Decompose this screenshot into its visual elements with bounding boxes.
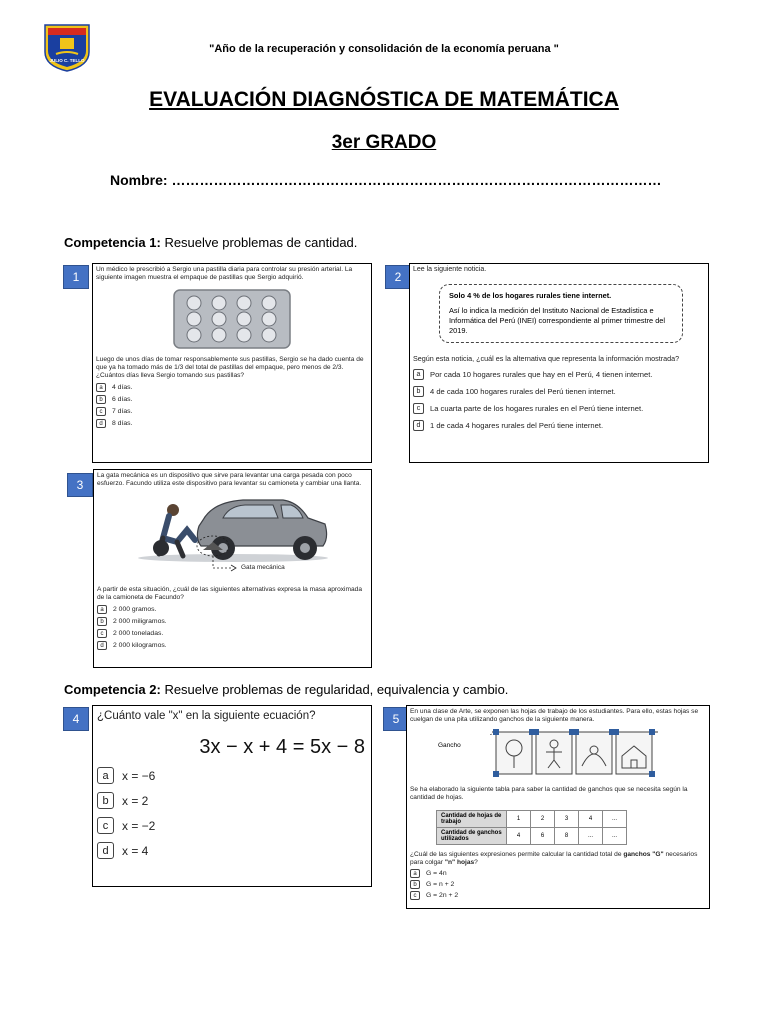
question-4-card bbox=[92, 705, 372, 887]
question-2-options bbox=[413, 369, 705, 431]
question-2-card bbox=[409, 263, 709, 463]
question-2-number: 2 bbox=[385, 265, 411, 289]
question-3-option-d[interactable]: d 2 000 kilogramos. bbox=[97, 641, 368, 650]
logo-text: JULIO C. TELLO bbox=[49, 58, 85, 63]
question-5-option-a[interactable]: a G = 4n bbox=[410, 869, 706, 878]
question-2-option-d[interactable]: d 1 de cada 4 hogares rurales del Perú tiene internet. bbox=[413, 420, 705, 431]
question-5-option-b[interactable]: b G = n + 2 bbox=[410, 880, 706, 889]
question-2-text: Según esta noticia, ¿cuál es la alternativa que representa la información mostrada? bbox=[413, 354, 680, 363]
grade-title: 3er GRADO bbox=[331, 132, 437, 153]
question-1-option-a[interactable]: a 4 días. bbox=[96, 383, 368, 392]
news-title: Solo 4 % de los hogares rurales tiene internet. bbox=[449, 291, 612, 300]
question-3-intro: La gata mecánica es un dispositivo que sirve para levantar una carga pesada con poco esfuerzo. Facundo utiliza este dispositivo para levantar su camioneta y cambiar una llanta. bbox=[97, 472, 362, 487]
hooks-table bbox=[436, 810, 627, 845]
competencia-2-text: Resuelve problemas de regularidad, equivalencia y cambio. bbox=[164, 682, 509, 697]
question-5-text: ¿Cuál de las siguientes expresiones permite calcular la cantidad total de ganchos "G" necesarios para colgar "n" hojas? bbox=[410, 851, 698, 866]
question-1-option-b[interactable]: b 6 días. bbox=[96, 395, 368, 404]
question-5-options bbox=[410, 869, 706, 900]
name-field[interactable]: Nombre: …………………………………………………………………………………………… bbox=[110, 172, 662, 188]
question-1-intro: Un médico le prescribió a Sergio una pastilla diaria para controlar su presión arterial. La siguiente imagen muestra el empaque de pastillas que Sergio adquirió. bbox=[96, 266, 353, 281]
competencia-1-text: Resuelve problemas de cantidad. bbox=[164, 235, 358, 250]
car-jack-label: Gata mecánica bbox=[241, 564, 285, 571]
table-row: Cantidad de hojas de trabajo 1 2 3 4 ... bbox=[437, 811, 627, 828]
question-2-intro: Lee la siguiente noticia. bbox=[413, 266, 487, 273]
competencia-1-label: Competencia 1: bbox=[64, 235, 161, 250]
hanging-sheets-image bbox=[490, 726, 660, 780]
question-3-number: 3 bbox=[67, 473, 93, 497]
motto: "Año de la recuperación y consolidación de la economía peruana " bbox=[209, 43, 559, 55]
question-4-option-a[interactable]: a x = −6 bbox=[97, 767, 367, 784]
table-row: Cantidad de ganchos utilizados 4 6 8 ... ... bbox=[437, 828, 627, 845]
question-2-option-c[interactable]: c La cuarta parte de los hogares rurales en el Perú tiene internet. bbox=[413, 403, 705, 414]
question-2-option-a[interactable]: a Por cada 10 hogares rurales que hay en el Perú, 4 tienen internet. bbox=[413, 369, 705, 380]
question-1-card bbox=[92, 263, 372, 463]
question-4-number: 4 bbox=[63, 707, 89, 731]
question-1-number: 1 bbox=[63, 265, 89, 289]
hook-label: Gancho bbox=[438, 742, 461, 749]
competencia-2-label: Competencia 2: bbox=[64, 682, 161, 697]
question-5-option-c[interactable]: c G = 2n + 2 bbox=[410, 891, 706, 900]
question-4-text: ¿Cuánto vale "x" en la siguiente ecuación? bbox=[97, 710, 316, 722]
question-4-equation: 3x − x + 4 = 5x − 8 bbox=[199, 736, 365, 758]
question-3-option-b[interactable]: b 2 000 miligramos. bbox=[97, 617, 368, 626]
question-5-number: 5 bbox=[383, 707, 409, 731]
competencia-1-heading bbox=[64, 235, 357, 250]
question-4-options bbox=[97, 767, 367, 859]
question-1-body: Luego de unos días de tomar responsablemente sus pastillas, Sergio se ha dado cuenta de que ya ha tomado más de 1/3 del total de pastillas del empaque, pero menos de 2/3. ¿Cuántos días lleva Sergio tomando sus pastillas? bbox=[96, 356, 364, 379]
question-2-option-b[interactable]: b 4 de cada 100 hogares rurales del Perú tienen internet. bbox=[413, 386, 705, 397]
question-5-table-intro: Se ha elaborado la siguiente tabla para saber la cantidad de ganchos que se necesita según la cantidad de hojas. bbox=[410, 786, 688, 801]
question-4-option-c[interactable]: c x = −2 bbox=[97, 817, 367, 834]
page-title: EVALUACIÓN DIAGNÓSTICA DE MATEMÁTICA bbox=[149, 88, 619, 111]
news-box bbox=[439, 284, 683, 343]
question-3-options bbox=[97, 605, 368, 650]
question-3-option-a[interactable]: a 2 000 gramos. bbox=[97, 605, 368, 614]
question-3-card bbox=[93, 469, 372, 668]
question-4-option-d[interactable]: d x = 4 bbox=[97, 842, 367, 859]
car-jack-image bbox=[133, 490, 333, 578]
question-5-card bbox=[406, 705, 710, 909]
question-3-option-c[interactable]: c 2 000 toneladas. bbox=[97, 629, 368, 638]
question-1-options bbox=[96, 383, 368, 428]
pill-pack-image bbox=[172, 288, 292, 350]
news-body: Así lo indica la medición del Instituto Nacional de Estadística e Informática del Perú (INEI) correspondiente al primer trimestre del 2019. bbox=[449, 306, 666, 335]
question-3-text: A partir de esta situación, ¿cuál de las siguientes alternativas expresa la masa aproximada de la camioneta de Facundo? bbox=[97, 586, 362, 601]
question-5-intro: En una clase de Arte, se exponen las hojas de trabajo de los estudiantes. Para ello, estas hojas se cuelgan de una pita utilizando ganchos de la siguiente manera. bbox=[410, 708, 699, 723]
question-4-option-b[interactable]: b x = 2 bbox=[97, 792, 367, 809]
question-1-option-d[interactable]: d 8 días. bbox=[96, 419, 368, 428]
question-1-option-c[interactable]: c 7 días. bbox=[96, 407, 368, 416]
competencia-2-heading bbox=[64, 682, 508, 697]
